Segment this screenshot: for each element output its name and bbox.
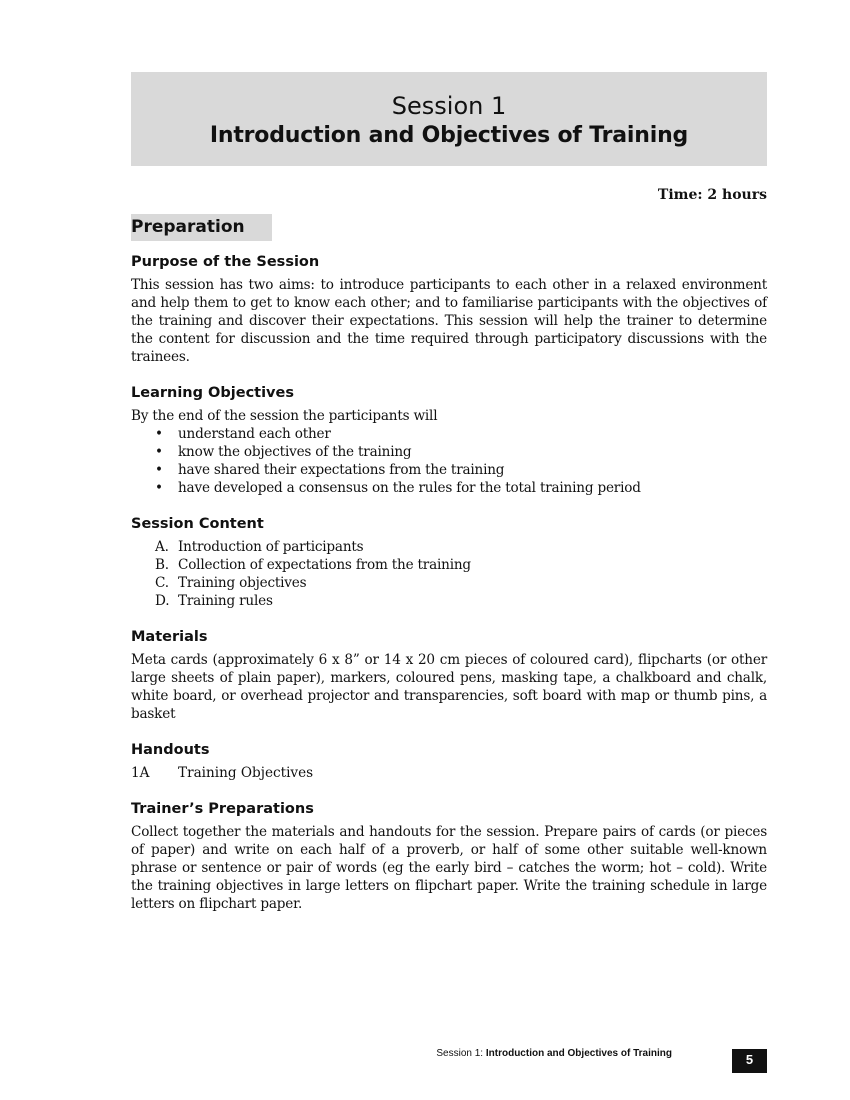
objectives-list — [131, 425, 767, 497]
content-list — [131, 538, 767, 610]
handouts-heading: Handouts — [131, 742, 210, 758]
objectives-section — [131, 383, 767, 497]
purpose-text: This session has two aims: to introduce participants to each other in a relaxed environment and help them to get to know each other; and to familiarise participants with the objectives of the training and discover their expectations. This session will help the trainer to determine the content for discussion and the time required through participatory discussions with the trainees. — [131, 277, 767, 365]
purpose-heading: Purpose of the Session — [131, 254, 320, 270]
page-number: 5 — [732, 1049, 767, 1073]
handouts-section — [131, 740, 767, 782]
title-banner — [131, 72, 767, 166]
objectives-intro: By the end of the session the participants will — [131, 408, 438, 424]
materials-text: Meta cards (approximately 6 x 8” or 14 x 20 cm pieces of coloured card), flipcharts (or other large sheets of plain paper), markers, coloured pens, masking tape, a chalkboard and chalk, white board, or overhead projector and transparencies, soft board with map or thumb pins, a basket — [131, 652, 767, 722]
list-item: A. Introduction of participants — [155, 539, 364, 555]
handout-name: Training Objectives — [178, 765, 314, 781]
handout-code: 1A — [131, 765, 150, 781]
trainer-prep-section — [131, 799, 767, 913]
materials-section — [131, 627, 767, 723]
list-item: • understand each other — [155, 426, 331, 442]
session-time: Time: 2 hours — [657, 187, 767, 203]
list-item: • know the objectives of the training — [155, 444, 412, 460]
trainer-prep-heading: Trainer’s Preparations — [131, 801, 314, 817]
list-item: B. Collection of expectations from the training — [155, 557, 471, 573]
materials-heading: Materials — [131, 629, 208, 645]
preparation-banner — [131, 214, 272, 241]
bullet-icon: • — [155, 480, 163, 496]
main-content — [131, 252, 767, 930]
handout-item — [131, 764, 767, 782]
purpose-section — [131, 252, 767, 366]
preparation-label: Preparation — [131, 217, 245, 237]
bullet-icon: • — [155, 444, 163, 460]
objectives-heading: Learning Objectives — [131, 385, 294, 401]
page-title: Introduction and Objectives of Training — [209, 123, 689, 148]
content-section — [131, 514, 767, 610]
session-number: Session 1 — [391, 92, 507, 120]
bullet-icon: • — [155, 426, 163, 442]
trainer-prep-text: Collect together the materials and handouts for the session. Prepare pairs of cards (or pieces of paper) and write on each half of a proverb, or half of some other suitable well-known phrase or sentence or pair of words (eg the early bird – catches the worm; hot – cold). Write the training objectives in large letters on flipchart paper. Write the training schedule in large letters on flipchart paper. — [131, 824, 767, 912]
list-item: D. Training rules — [155, 593, 273, 609]
bullet-icon: • — [155, 462, 163, 478]
list-item: • have shared their expectations from the training — [155, 462, 505, 478]
footer-title: Introduction and Objectives of Training — [485, 1048, 672, 1059]
footer-prefix: Session 1: — [436, 1048, 486, 1059]
content-heading: Session Content — [131, 516, 264, 532]
list-item: • have developed a consensus on the rules for the total training period — [155, 480, 641, 496]
page-footer — [436, 1048, 672, 1059]
list-item: C. Training objectives — [155, 575, 307, 591]
